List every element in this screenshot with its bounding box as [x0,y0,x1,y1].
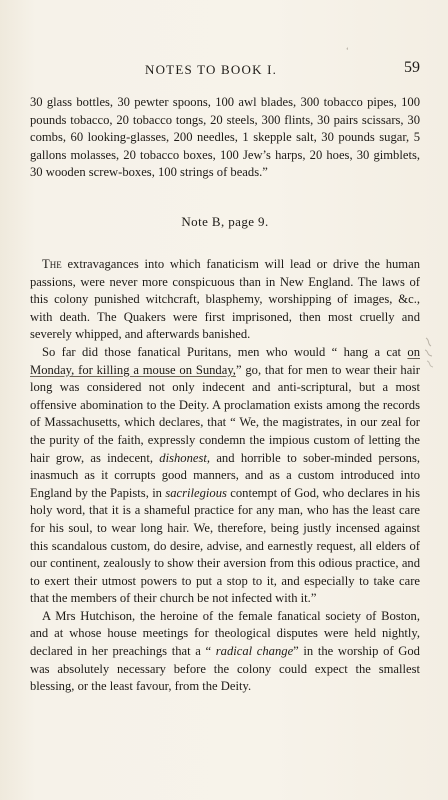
paragraph-puritans [30,344,420,608]
italic-dishonest: dishonest, [159,450,211,465]
hutchison-text-1: A Mrs Hutchison, the heroine of the female fanatical society of Boston, and at whose house meetings for theological disputes were held nightly, declared in her preachings that a “ [30,608,420,659]
paragraph-fanaticism-text: extravagances into which fanaticism will lead or drive the human passions, were never more conspicuous than in New England. The laws of this colony punished witchcraft, blasphemy, worshipping of images, &c., with death. The Quakers were first imprisoned, then most cruelly and severely whipped, and afterwards banished. [30,257,420,342]
italic-sacrilegious: sacrilegious [165,485,227,500]
paragraph-fanaticism [30,256,420,344]
running-head [30,60,420,82]
drop-word: The [42,257,62,271]
note-heading: Note B, page 9. [181,214,269,229]
puritans-text-2: ” go, that for men to wear their hair long was considered not only indecent and anti-scriptural, but a most offensive abomination to the Deity. A proclamation exists among the records of Massachusetts, which declares, that “ We, the magistrates, in our zeal for the purity of the faith, expressly condemn the impious custom of letting the hair grow, as indecent, [30,362,420,465]
italic-radical-change: radical change [215,644,294,659]
puritans-text-1: So far did those fanatical Puritans, men who would “ hang a cat [42,344,408,359]
item-list-text: 30 glass bottles, 30 pewter spoons, 100 awl blades, 300 tobacco pipes, 100 pounds tobacco, 20 tobacco tongs, 20 steels, 300 flints, 30 pairs scissars, 30 combs, 60 looking-glasses, 200 needles, 1 skepple salt, 30 pounds sugar, 5 gallons molasses, 20 tobacco boxes, 100 Jew’s harps, 20 hoes, 30 gimblets, 30 wooden screw-boxes, 100 strings of beads.” [30,95,420,180]
puritans-text-4: contempt of God, who declares in his holy word, that it is a shameful practice for any man, who has the least care for his soul, to wear long hair. We, therefore, being justly incensed against this scandalous custom, do desire, advise, and earnestly request, all elders of our continent, zealously to show their aversion from this odious practice, and to exert their utmost powers to put a stop to it, and especially to take care that the members of their church be not infected with it.” [30,485,420,606]
page-number: 59 [404,59,420,76]
running-title: NOTES TO BOOK I. [145,62,278,77]
underlined-quote: on Monday, for killing a mouse on Sunday, [30,344,420,377]
puritans-text-3: and horrible to sober-minded persons, inasmuch as it corrupts good manners, and as a custom introduced into England by the Papists, in [30,450,420,500]
pencil-annotation-mark [423,334,437,372]
note-body [30,256,420,696]
hutchison-text-2: ” in the worship of God was absolutely necessary before the colony could expect the smallest blessing, or the least favour, from the Deity. [30,644,420,694]
paragraph-hutchison [30,608,420,696]
continued-list-paragraph [30,94,420,182]
corner-mark: ʻ [346,46,349,55]
